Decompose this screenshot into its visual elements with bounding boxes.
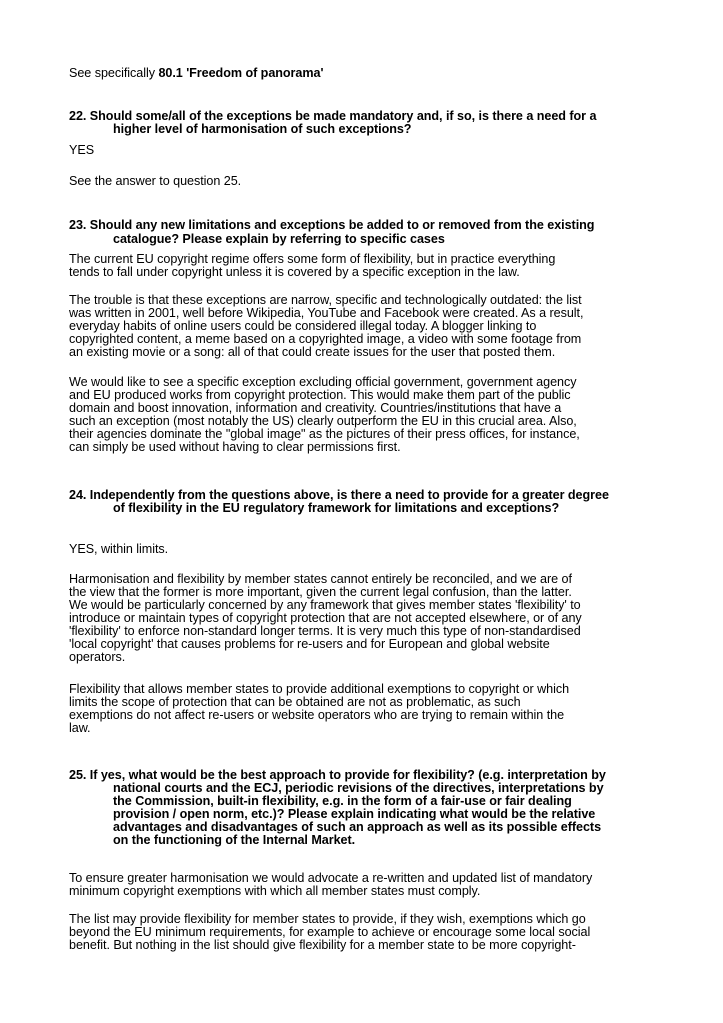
q23-para2-line-3: everyday habits of online users could be considered illegal today. A blogger linking to xyxy=(69,319,537,333)
q24-para2-line-1: Flexibility that allows member states to provide additional exemptions to copyright or which xyxy=(69,682,570,696)
q25-heading-line-6: on the functioning of the Internal Market. xyxy=(113,833,356,847)
q24-para2-line-2: limits the scope of protection that can be obtained are not as problematic, as such xyxy=(69,695,521,709)
q23-para1-line-1: The current EU copyright regime offers some form of flexibility, but in practice everything xyxy=(69,252,556,266)
q24-para1-line-1: Harmonisation and flexibility by member states cannot entirely be reconciled, and we are of xyxy=(69,572,572,586)
q23-para3-line-1: We would like to see a specific exception excluding official government, government agency xyxy=(69,375,577,389)
q23-heading-line-2: catalogue? Please explain by referring to specific cases xyxy=(113,232,445,246)
q23-para3-line-4: such an exception (most notably the US) clearly outperform the EU in this crucial area. Also, xyxy=(69,414,577,428)
q23-para2-line-5: an existing movie or a song: all of that could create issues for the user that posted them. xyxy=(69,345,556,359)
q24-para2-line-4: law. xyxy=(69,721,91,735)
q25-heading-line-5: advantages and disadvantages of such an approach as well as its possible effects xyxy=(113,820,602,834)
q23-para2-line-2: was written in 2001, well before Wikipedia, YouTube and Facebook were created. As a result, xyxy=(69,306,584,320)
q25-para1-line-1: To ensure greater harmonisation we would advocate a re-written and updated list of mandatory xyxy=(69,871,593,885)
q22-heading-line-2: higher level of harmonisation of such exceptions? xyxy=(113,122,412,136)
q24-para1-line-5: 'flexibility' to enforce non-standard longer terms. It is very much this type of non-standardised xyxy=(69,624,581,638)
q23-para3-line-2: and EU produced works from copyright protection. This would make them part of the public xyxy=(69,388,571,402)
q22-answer: YES xyxy=(69,143,95,157)
q24-heading-line-2: of flexibility in the EU regulatory framework for limitations and exceptions? xyxy=(113,501,560,515)
q23-para3-line-6: can simply be used without having to clear permissions first. xyxy=(69,440,401,454)
q25-heading-line-4: provision / open norm, etc.)? Please explain indicating what would be the relative xyxy=(113,807,596,821)
q25-para1-line-2: minimum copyright exemptions with which all member states must comply. xyxy=(69,884,481,898)
q24-para1-line-2: the view that the former is more important, given the current legal confusion, than the latter. xyxy=(69,585,572,599)
q25-heading-line-2: national courts and the ECJ, periodic revisions of the directives, interpretations by xyxy=(113,781,604,795)
q24-para1-line-6: 'local copyright' that causes problems for re-users and for European and global website xyxy=(69,637,550,651)
intro-reference: 80.1 'Freedom of panorama' xyxy=(158,66,324,80)
q23-para2-line-1: The trouble is that these exceptions are narrow, specific and technologically outdated: the list xyxy=(69,293,582,307)
q25-para2-line-3: benefit. But nothing in the list should give flexibility for a member state to be more copyright- xyxy=(69,938,576,952)
q23-para3-line-3: domain and boost innovation, information and creativity. Countries/institutions that have a xyxy=(69,401,562,415)
q22-note: See the answer to question 25. xyxy=(69,174,242,188)
intro-line xyxy=(69,67,323,80)
q25-heading-line-3: the Commission, built-in flexibility, e.g. in the form of a fair-use or fair dealing xyxy=(113,794,572,808)
q22-heading-line-1: 22. Should some/all of the exceptions be made mandatory and, if so, is there a need for a xyxy=(69,109,597,123)
q24-heading-line-1: 24. Independently from the questions above, is there a need to provide for a greater degree xyxy=(69,488,609,502)
q24-para2-line-3: exemptions do not affect re-users or website operators who are trying to remain within the xyxy=(69,708,565,722)
q23-para2-line-4: copyrighted content, a meme based on a copyrighted image, a video with some footage from xyxy=(69,332,582,346)
q25-heading-line-1: 25. If yes, what would be the best approach to provide for flexibility? (e.g. interpretation by xyxy=(69,768,606,782)
q23-heading-line-1: 23. Should any new limitations and exceptions be added to or removed from the existing xyxy=(69,218,595,232)
q25-para2-line-2: beyond the EU minimum requirements, for example to achieve or encourage some local social xyxy=(69,925,591,939)
q25-para2-line-1: The list may provide flexibility for member states to provide, if they wish, exemptions which go xyxy=(69,912,586,926)
q24-para1-line-3: We would be particularly concerned by any framework that gives member states 'flexibility' to xyxy=(69,598,581,612)
q24-para1-line-4: introduce or maintain types of copyright protection that are not accepted elsewhere, or of any xyxy=(69,611,582,625)
intro-prefix: See specifically xyxy=(69,66,159,80)
q23-para3-line-5: their agencies dominate the "global image" as the pictures of their press offices, for instance, xyxy=(69,427,580,441)
q24-para1-line-7: operators. xyxy=(69,650,126,664)
q24-answer: YES, within limits. xyxy=(69,542,169,556)
q23-para1-line-2: tends to fall under copyright unless it is covered by a specific exception in the law. xyxy=(69,265,520,279)
